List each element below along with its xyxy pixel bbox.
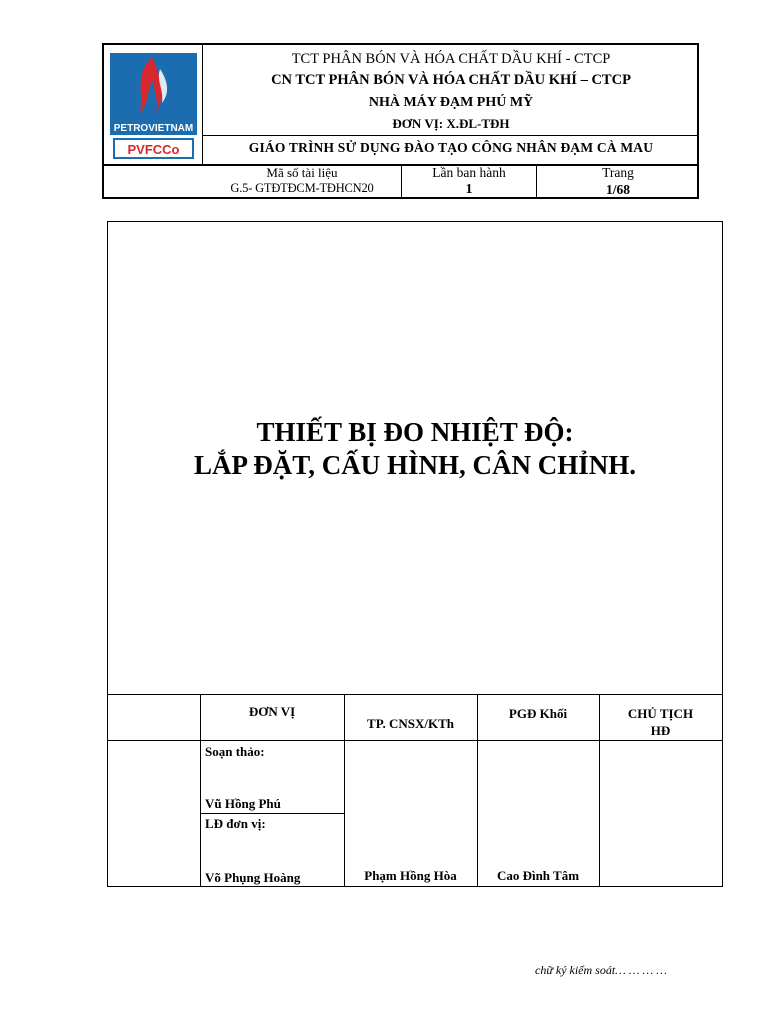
doc-code: G.5- GTĐTĐCM-TĐHCN20 bbox=[230, 181, 374, 195]
cover-box bbox=[107, 221, 723, 887]
header-line-3: NHÀ MÁY ĐẠM PHÚ MỸ bbox=[368, 95, 534, 110]
signature-mid-border bbox=[200, 813, 344, 814]
header-line-4: ĐƠN VỊ: X.ĐL-TĐH bbox=[392, 116, 510, 131]
signature-col-1 bbox=[200, 694, 201, 886]
page-label: Trang bbox=[602, 165, 634, 180]
drafted-name: Vũ Hồng Phú bbox=[205, 796, 281, 811]
document-header bbox=[102, 43, 699, 199]
leader-label: LĐ đơn vị: bbox=[205, 816, 266, 831]
header-divider-1 bbox=[203, 135, 699, 136]
page-number: 1/68 bbox=[605, 182, 630, 197]
header-line-2: CN TCT PHÂN BÓN VÀ HÓA CHẤT DẦU KHÍ – CTCP bbox=[271, 72, 631, 88]
doc-code-label: Mã số tài liệu bbox=[266, 165, 338, 180]
control-signature-note: chữ ký kiểm soát… … … … bbox=[535, 963, 667, 977]
title-line-1: THIẾT BỊ ĐO NHIỆT ĐỘ: bbox=[256, 417, 574, 447]
pgd-name: Cao Đình Tâm bbox=[496, 868, 580, 883]
pvfcco-logo-icon bbox=[104, 45, 203, 165]
tp-name: Phạm Hồng Hòa bbox=[364, 868, 457, 883]
issue-label: Lần ban hành bbox=[432, 165, 506, 180]
column-chairman-line-1: CHỦ TỊCH bbox=[627, 706, 694, 721]
column-unit: ĐƠN VỊ bbox=[248, 704, 296, 719]
column-pgd: PGĐ Khối bbox=[508, 706, 568, 721]
logo-cell bbox=[104, 45, 203, 165]
column-chairman-line-2: HĐ bbox=[650, 723, 671, 738]
drafted-label: Soạn thảo: bbox=[205, 744, 265, 759]
column-tp: TP. CNSX/KTh bbox=[367, 716, 454, 731]
header-line-1: TCT PHÂN BÓN VÀ HÓA CHẤT DẦU KHÍ - CTCP bbox=[291, 51, 611, 67]
leader-name: Võ Phụng Hoàng bbox=[205, 870, 301, 885]
signature-col-3 bbox=[477, 694, 478, 886]
course-title: GIÁO TRÌNH SỬ DỤNG ĐÀO TẠO CÔNG NHÂN ĐẠM CÀ MAU bbox=[248, 140, 654, 155]
logo-brand-bottom: PVFCCo bbox=[127, 142, 180, 157]
issue-number: 1 bbox=[465, 182, 473, 197]
logo-brand-top: PETROVIETNAM bbox=[113, 123, 194, 134]
title-line-2: LẮP ĐẶT, CẤU HÌNH, CÂN CHỈNH. bbox=[193, 450, 637, 480]
